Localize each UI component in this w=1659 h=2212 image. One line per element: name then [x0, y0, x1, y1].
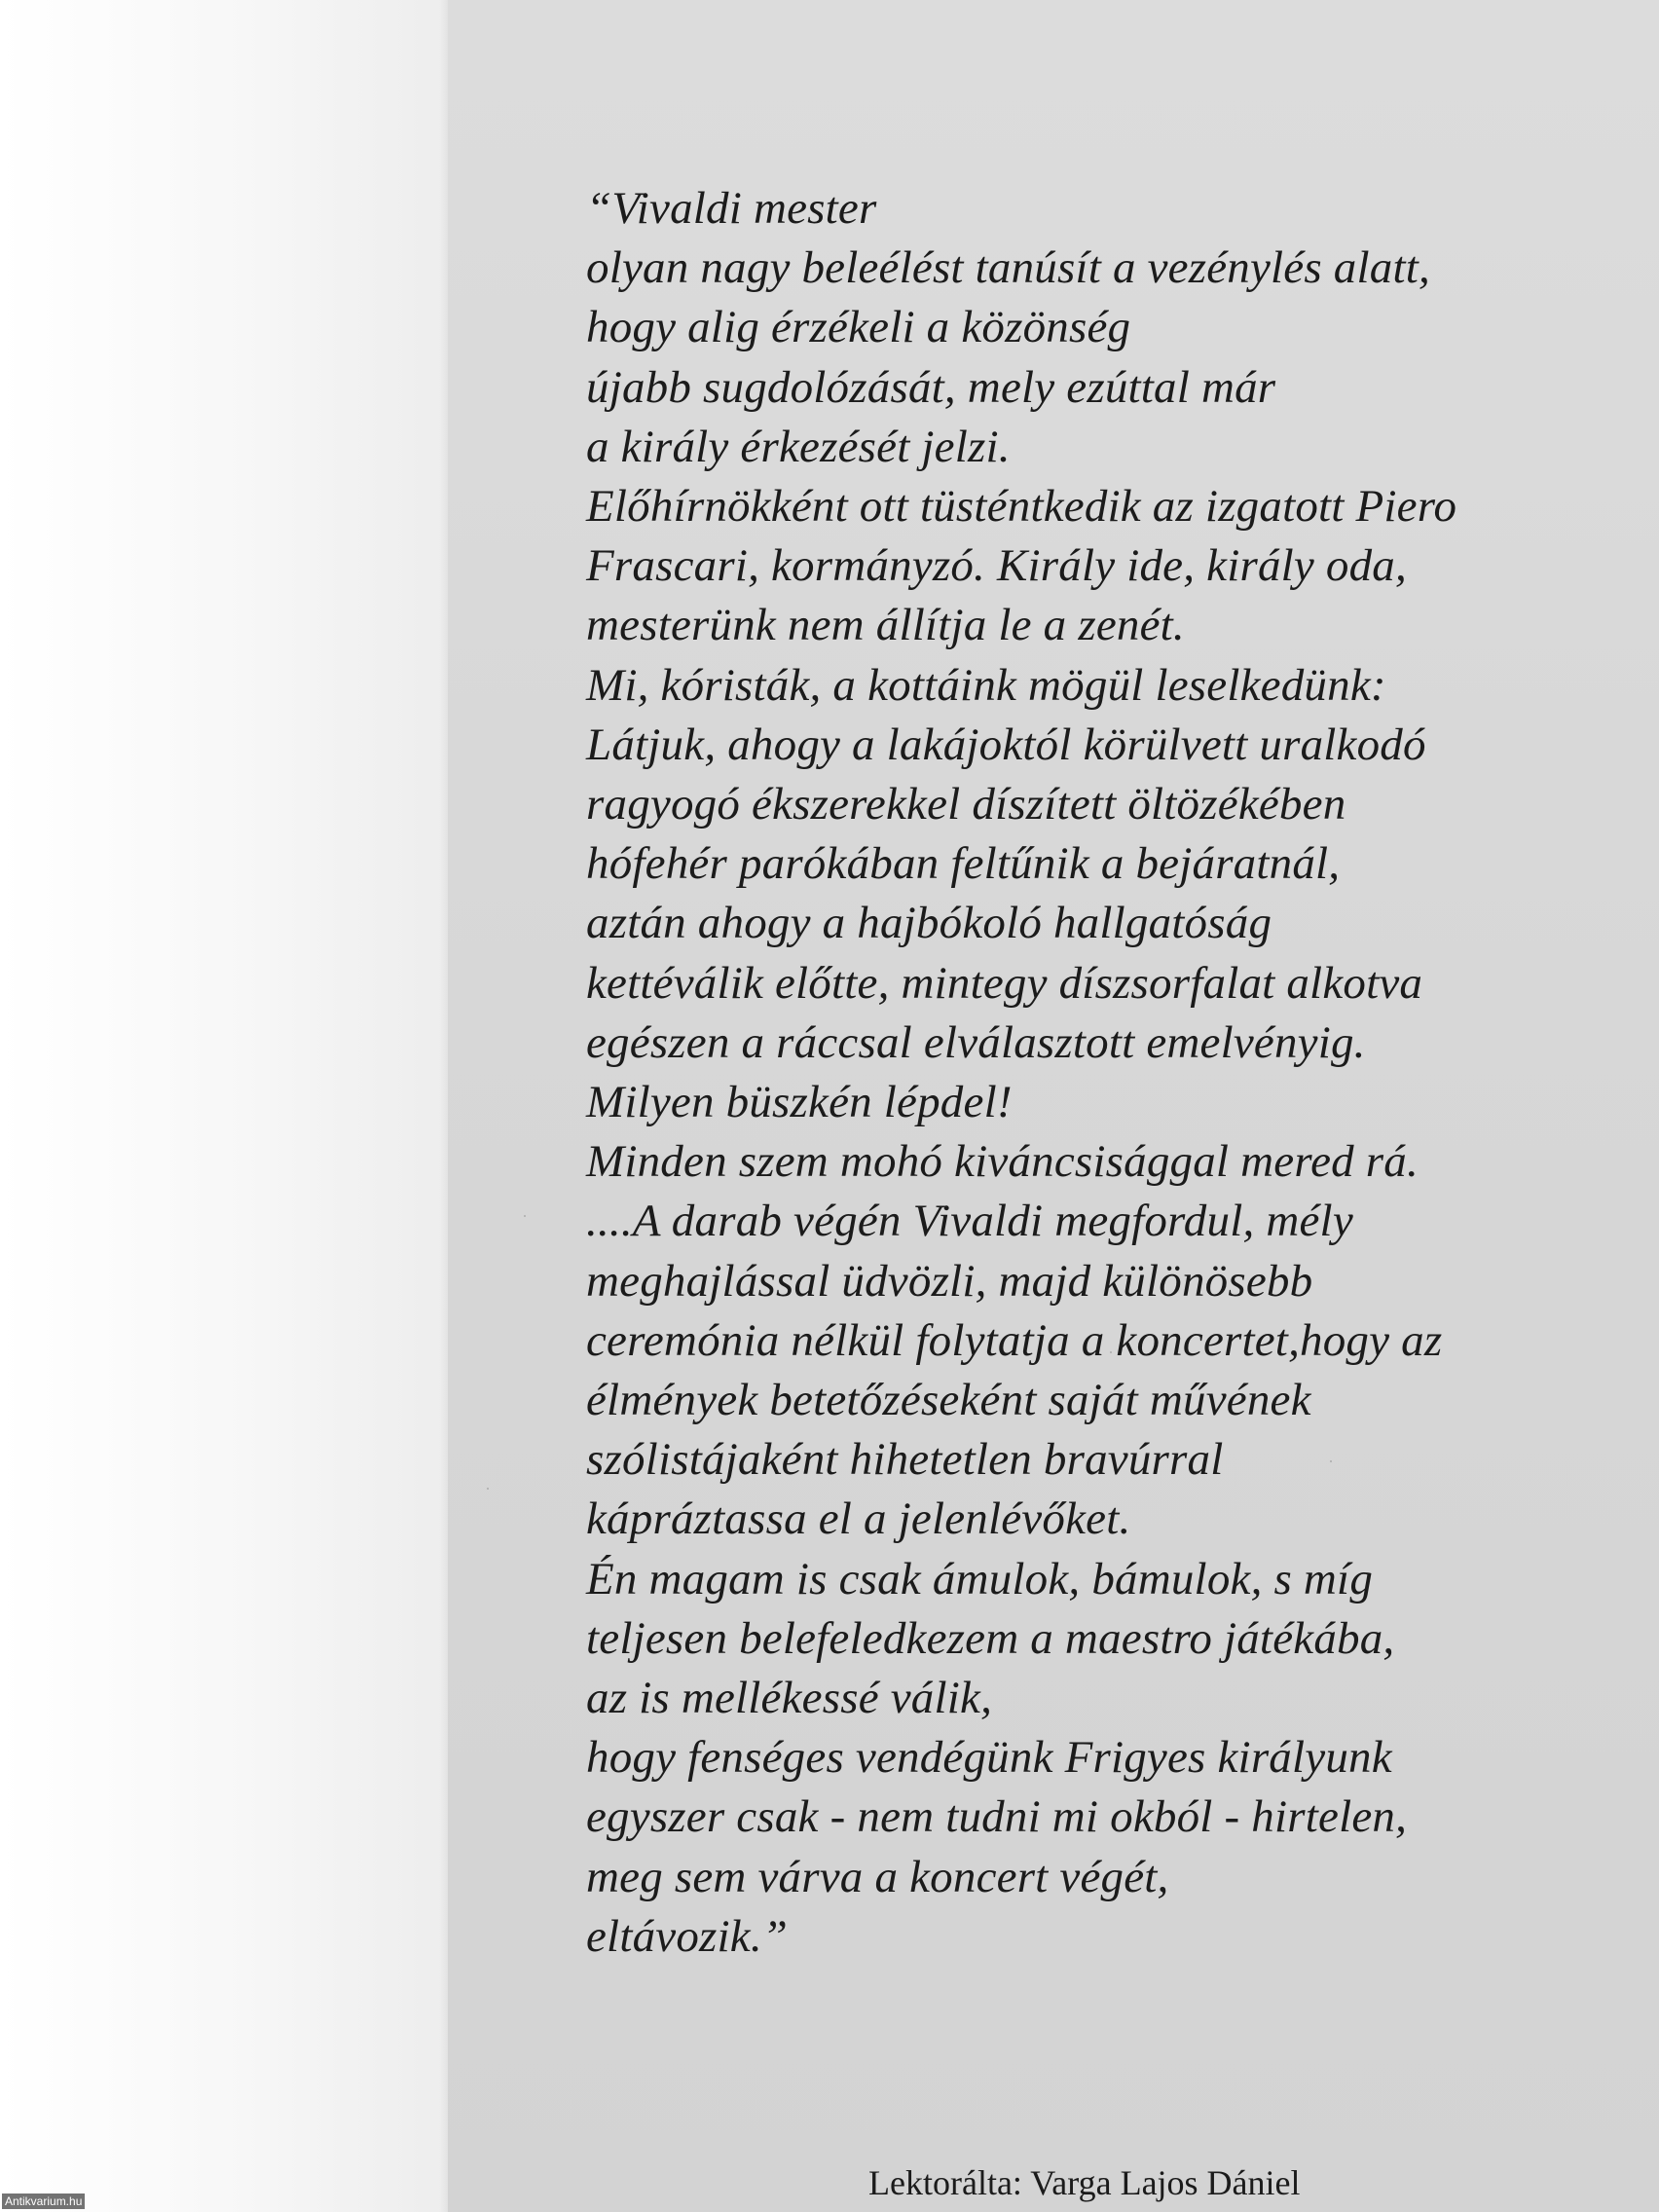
quote-line: hófehér parókában feltűnik a bejáratnál, [586, 838, 1341, 890]
quote-line: a király érkezését jelzi. [586, 421, 1011, 472]
quote-line: szólistájaként hihetetlen bravúrral [586, 1434, 1224, 1486]
quote-line: aztán ahogy a hajbókoló hallgatóság [586, 898, 1272, 949]
quote-line: az is mellékessé válik, [586, 1673, 993, 1724]
quote-line: Mi, kóristák, a kottáink mögül leselkedünk: [586, 659, 1386, 711]
quote-line: újabb sugdolózását, mely ezúttal már [586, 361, 1276, 413]
quote-line: hogy fenséges vendégünk Frigyes királyunk [586, 1732, 1392, 1784]
quote-line: hogy alig érzékeli a közönség [586, 302, 1131, 353]
quote-line: meghajlással üdvözli, majd különösebb [586, 1255, 1313, 1307]
site-watermark: Antikvarium.hu [2, 2194, 85, 2209]
left-background [0, 0, 448, 2212]
quote-line: Én magam is csak ámulok, bámulok, s míg [586, 1553, 1374, 1604]
quote-line: ceremónia nélkül folytatja a koncertet,hogy az [586, 1314, 1443, 1366]
quote-line: kápráztassa el a jelenlévőket. [586, 1493, 1131, 1545]
quote-line: mesterünk nem állítja le a zenét. [586, 600, 1185, 651]
paper-speck [524, 1215, 526, 1217]
quote-line: eltávozik.” [586, 1910, 789, 1962]
quote-line: ....A darab végén Vivaldi megfordul, mély [586, 1196, 1353, 1247]
quote-line: meg sem várva a koncert végét, [586, 1851, 1169, 1902]
quote-line: Előhírnökként ott tüsténtkedik az izgatott Piero [586, 481, 1457, 533]
quote-line: Látjuk, ahogy a lakájoktól körülvett uralkodó [586, 719, 1426, 770]
quote-text-block [586, 179, 1638, 1967]
quote-line: egyszer csak - nem tudni mi okból - hirtelen, [586, 1791, 1408, 1843]
quote-line: Minden szem mohó kiváncsisággal mered rá. [586, 1136, 1419, 1188]
quote-line: Milyen büszkén lépdel! [586, 1077, 1013, 1128]
quote-line: olyan nagy beleélést tanúsít a vezénylés alatt, [586, 242, 1430, 294]
quote-line: kettéválik előtte, mintegy díszsorfalat alkotva [586, 957, 1423, 1009]
reviewer-credit: Lektorálta: Varga Lajos Dániel [868, 2163, 1301, 2202]
quote-line: “Vivaldi mester [586, 183, 877, 234]
quote-line: egészen a ráccsal elválasztott emelvényig. [586, 1016, 1366, 1068]
quote-line: ragyogó ékszerekkel díszített öltözékében [586, 779, 1346, 830]
quote-line: Frascari, kormányzó. Király ide, király oda, [586, 540, 1407, 592]
quote-line: teljesen belefeledkezem a maestro játékába, [586, 1612, 1395, 1664]
quote-line: élmények betetőzéseként saját művének [586, 1375, 1311, 1426]
paper-speck [487, 1488, 489, 1490]
